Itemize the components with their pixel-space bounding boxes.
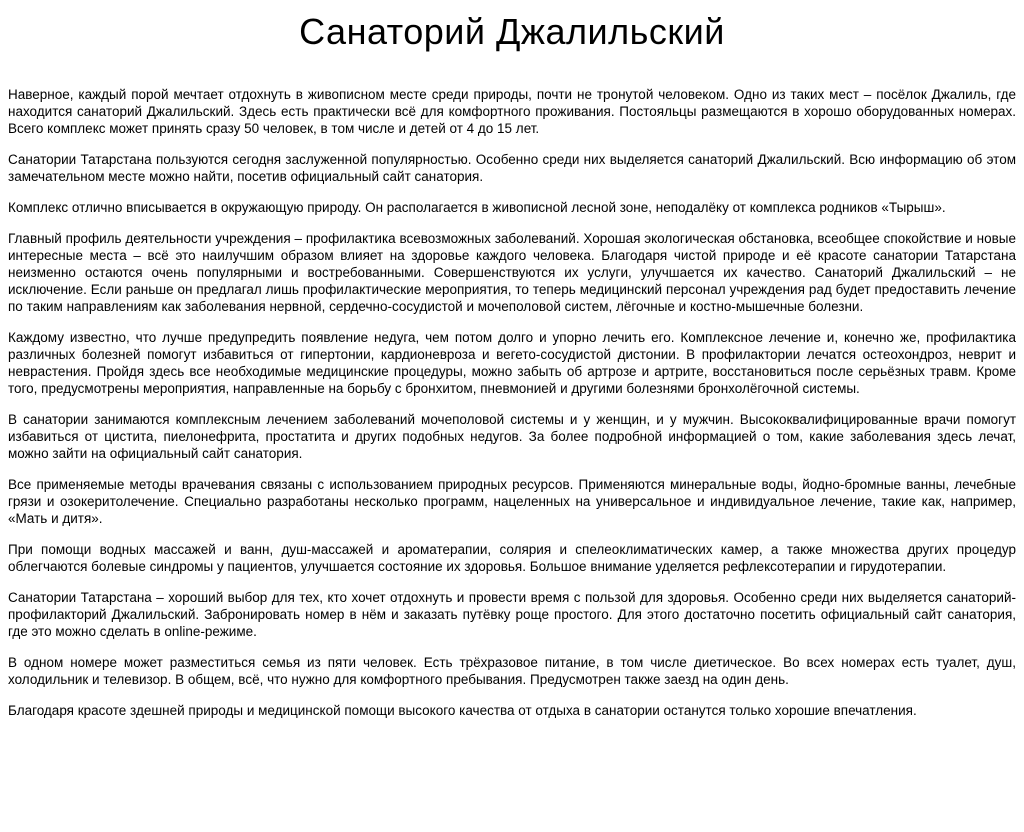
paragraph-7: Все применяемые методы врачевания связаны с использованием природных ресурсов. Применяются минеральные воды, йодно-бромные ванны, лечебные грязи и озокеритолечение. Специально разработаны несколько программ, нацеленных на универсальное и индивидуальное лечение, такие как, например, «Мать и дитя». <box>8 477 1016 526</box>
paragraph-3: Комплекс отлично вписывается в окружающую природу. Он располагается в живописной лесной зоне, неподалёку от комплекса родников «Тырыш». <box>8 200 946 215</box>
paragraph-8: При помощи водных массажей и ванн, душ-массажей и ароматерапии, солярия и спелеоклиматических камер, а также множества других процедур облегчаются болевые синдромы у пациентов, улучшается состояние их здоровья. Большое внимание уделяется рефлексотерапии и гирудотерапии. <box>8 542 1016 574</box>
paragraph-9: Санатории Татарстана – хороший выбор для тех, кто хочет отдохнуть и провести время с пользой для здоровья. Особенно среди них выделяется санаторий-профилакторий Джалильский. Забронировать номер в нём и заказать путёвку роще простого. Для этого достаточно посетить официальный сайт санатория, где это можно сделать в online-режиме. <box>8 590 1016 639</box>
paragraph-6: В санатории занимаются комплексным лечением заболеваний мочеполовой системы и у женщин, и у мужчин. Высококвалифицированные врачи помогут избавиться от цистита, пиелонефрита, простатита и других подобных недугов. За более подробной информацией о том, какие заболевания здесь лечат, можно зайти на официальный сайт санатория. <box>8 412 1016 461</box>
paragraph-5: Каждому известно, что лучше предупредить появление недуга, чем потом долго и упорно лечить его. Комплексное лечение и, конечно же, профилактика различных болезней помогут избавиться от гипертонии, кардионевроза и вегето-сосудистой дистонии. В профилактории лечатся остеохондроз, неврит и невраcтения. Пройдя здесь все необходимые медицинские процедуры, можно забыть об артрозе и артрите, восстановиться после серьёзных травм. Кроме того, предусмотрены мероприятия, направленные на борьбу с бронхитом, пневмонией и другими болезнями бронхолёгочной системы. <box>8 330 1016 396</box>
page-title: Санаторий Джалильский <box>299 11 725 52</box>
paragraph-11: Благодаря красоте здешней природы и медицинской помощи высокого качества от отдыха в санатории останутся только хорошие впечатления. <box>8 703 917 718</box>
paragraph-2: Санатории Татарстана пользуются сегодня заслуженной популярностью. Особенно среди них выделяется санаторий Джалильский. Всю информацию об этом замечательном месте можно найти, посетив официальный сайт санатория. <box>8 152 1016 184</box>
paragraph-1: Наверное, каждый порой мечтает отдохнуть в живописном месте среди природы, почти не тронутой человеком. Одно из таких мест – посёлок Джалиль, где находится санаторий Джалильский. Здесь есть практически всё для комфортного проживания. Постояльцы размещаются в хорошо оборудованных номерах. Всего комплекс может принять сразу 50 человек, в том числе и детей от 4 до 15 лет. <box>8 87 1016 136</box>
article-body <box>8 86 1016 719</box>
paragraph-4: Главный профиль деятельности учреждения – профилактика всевозможных заболеваний. Хорошая экологическая обстановка, всеобщее спокойствие и новые интересные места – всё это наилучшим образом влияет на здоровье каждого человека. Благодаря чистой природе и её красоте санатории Татарстана неизменно остаются очень популярными и востребованными. Совершенствуются их услуги, улучшается их качество. Санаторий Джалильский – не исключение. Если раньше он предлагал лишь профилактические мероприятия, то теперь медицинский персонал учреждения рад будет предоставить лечение по таким направлениям как заболевания нервной, сердечно-сосудистой и мочеполовой систем, лёгочные и костно-мышечные болезни. <box>8 231 1016 314</box>
paragraph-10: В одном номере может разместиться семья из пяти человек. Есть трёхразовое питание, в том числе диетическое. Во всех номерах есть туалет, душ, холодильник и телевизор. В общем, всё, что нужно для комфортного пребывания. Предусмотрен также заезд на один день. <box>8 655 1016 687</box>
